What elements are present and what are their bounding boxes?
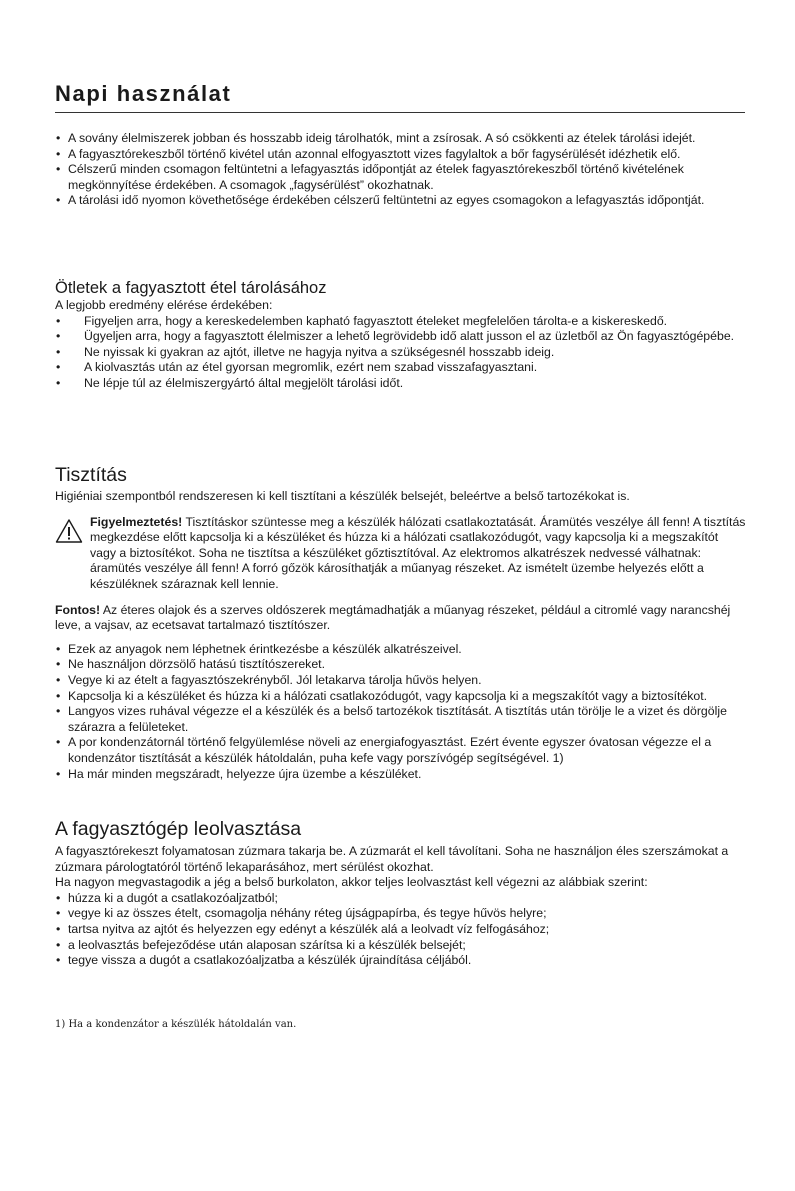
important-note: Fontos! Az éteres olajok és a szerves oldószerek megtámadhatják a műanyag részeket, például a citromlé vagy narancshéj leve, a vajsav, az ecetsavat tartalmazó tisztítószer. <box>55 602 731 633</box>
warning-block <box>55 515 747 593</box>
list-item: • tegye vissza a dugót a csatlakozóaljzatba a készülék újraindítása céljából. <box>55 953 747 969</box>
footnote: 1) Ha a kondenzátor a készülék hátoldalán van. <box>55 1019 297 1030</box>
list-item: • Langyos vizes ruhával végezze el a készülék és a belső tartozékok tisztítását. A tisztítás után törölje le a vizet és dörgölje szárazra a felületeket. <box>55 704 747 735</box>
list-item: • Ne nyissak ki gyakran az ajtót, illetve ne hagyja nyitva a szükségesnél hosszabb ideig. <box>55 345 747 361</box>
cleaning-heading: Tisztítás <box>55 464 127 486</box>
list-item: • vegye ki az összes ételt, csomagolja néhány réteg újságpapírba, és tegye hűvös helyre; <box>55 906 747 922</box>
tips-lead: A legjobb eredmény elérése érdekében: <box>55 298 273 312</box>
list-item: • Kapcsolja ki a készüléket és húzza ki a hálózati csatlakozódugót, vagy kapcsolja ki a megszakítót vagy a biztosítékot. <box>55 689 747 705</box>
defrost-intro: A fagyasztórekeszt folyamatosan zúzmara takarja be. A zúzmarát el kell távolítani. Soha ne használjon éles szerszámokat a zúzmara párologtatóról történő lekaparásához, mert sérülést okozhat. <box>55 844 729 874</box>
list-item: • A por kondenzátornál történő felgyülemlése növeli az energiafogyasztást. Ezért évente egyszer óvatosan végezze el a kondenzátor tisztítását a készülék hátoldalán, puha kefe vagy porszívógép segítségével. 1) <box>55 735 747 766</box>
list-item: • A kiolvasztás után az étel gyorsan megromlik, ezért nem szabad visszafagyasztani. <box>55 360 747 376</box>
warning-triangle-icon <box>55 518 83 544</box>
list-item: • Vegye ki az ételt a fagyasztószekrényből. Jól letakarva tárolja hűvös helyen. <box>55 673 747 689</box>
list-item: • Ezek az anyagok nem léphetnek érintkezésbe a készülék alkatrészeivel. <box>55 642 747 658</box>
page-title: Napi használat <box>55 81 232 106</box>
list-item: • a leolvasztás befejeződése után alaposan szárítsa ki a készülék belsejét; <box>55 938 747 954</box>
defrost-intro-2: Ha nagyon megvastagodik a jég a belső burkolaton, akkor teljes leolvasztást kell végezni az alábbiak szerint: <box>55 875 648 890</box>
title-divider <box>55 112 745 113</box>
list-item: • Figyeljen arra, hogy a kereskedelemben kapható fagyasztott ételeket megfelelően tárolta-e a kiskereskedő. <box>55 314 747 330</box>
list-item: • Ha már minden megszáradt, helyezze újra üzembe a készüléket. <box>55 767 747 783</box>
list-item: • A tárolási idő nyomon követhetősége érdekében célszerű feltüntetni az egyes csomagokon a lefagyasztás időpontját. <box>55 193 747 209</box>
intro-list <box>55 131 747 209</box>
list-item: • A fagyasztórekeszből történő kivétel után azonnal elfogyasztott vizes fagylaltok a bőr fagysérülését idézhetik elő. <box>55 147 747 163</box>
defrost-list <box>55 891 747 969</box>
important-label: Fontos! <box>55 602 101 617</box>
cleaning-intro: Higiéniai szempontból rendszeresen ki kell tisztítani a készülék belsejét, beleértve a belső tartozékokat is. <box>55 489 630 503</box>
tips-list <box>55 314 747 392</box>
defrost-heading: A fagyasztógép leolvasztása <box>55 818 302 840</box>
tips-section <box>55 278 747 392</box>
warning-text: Figyelmeztetés! Tisztításkor szüntesse meg a készülék hálózati csatlakoztatását. Áramütés veszélye áll fenn! A tisztítás megkezdése előtt kapcsolja ki a készüléket és húzza ki a hálózati csatlakozódugót, vagy kapcsolja ki a megszakítót vagy a biztosítékot. Soha ne tisztítsa a készüléket gőztisztítóval. Az elektromos alkatrészek nedvessé válhatnak: áramütés veszélye áll fenn! A forró gőzök károsíthatják a műanyag részeket. Az ismételt üzembe helyezés előtt a készüléknek száraznak kell lennie. <box>90 514 746 591</box>
list-item: • Célszerű minden csomagon feltüntetni a lefagyasztás időpontját az ételek fagyasztórekeszből történő kivételének megkönnyítése érdekében. A csomagok „fagysérülést” okozhatnak. <box>55 162 747 193</box>
list-item: • Ne lépje túl az élelmiszergyártó által megjelölt tárolási időt. <box>55 376 747 392</box>
intro-section <box>55 131 747 209</box>
list-item: • A sovány élelmiszerek jobban és hosszabb ideig tárolhatók, mint a zsírosak. A só csökkenti az ételek tárolási idejét. <box>55 131 747 147</box>
list-item: • tartsa nyitva az ajtót és helyezzen egy edényt a készülék alá a leolvadt víz felfogásához; <box>55 922 747 938</box>
list-item: • Ügyeljen arra, hogy a fagyasztott élelmiszer a lehető legrövidebb idő alatt jusson el az üzletből az Ön fagyasztógépébe. <box>55 329 747 345</box>
warning-label: Figyelmeztetés! <box>90 514 183 529</box>
cleaning-list <box>55 642 747 782</box>
cleaning-section <box>55 463 747 782</box>
defrost-section <box>55 817 747 969</box>
list-item: • húzza ki a dugót a csatlakozóaljzatból; <box>55 891 747 907</box>
list-item: • Ne használjon dörzsölő hatású tisztítószereket. <box>55 657 747 673</box>
tips-heading: Ötletek a fagyasztott étel tárolásához <box>55 279 327 297</box>
